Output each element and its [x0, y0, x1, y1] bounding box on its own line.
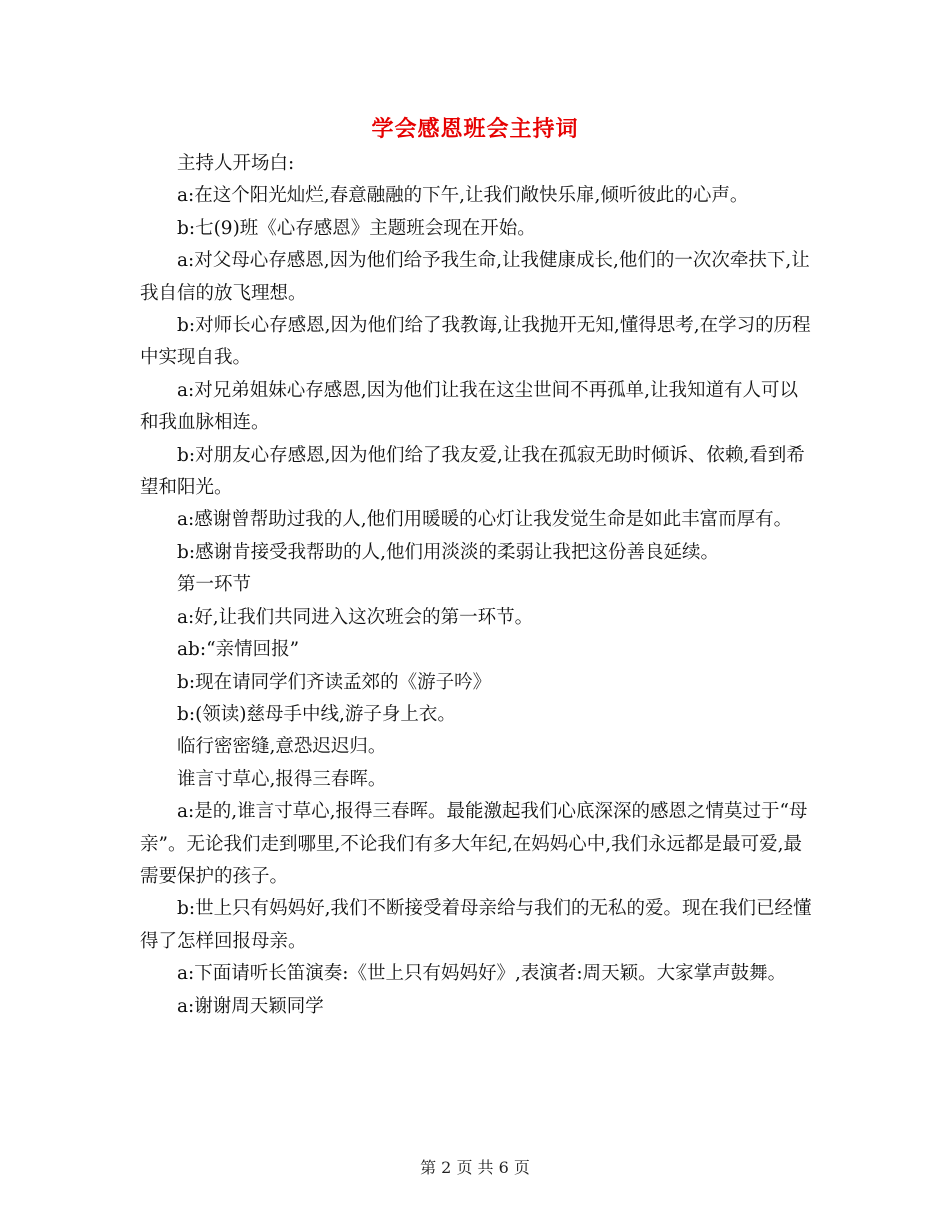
paragraph: b:感谢肯接受我帮助的人,他们用淡淡的柔弱让我把这份善良延续。: [177, 541, 719, 563]
paragraph: a:对父母心存感恩,因为他们给予我生命,让我健康成长,他们的一次次牵扶下,让我自信的放飞理想。: [140, 250, 810, 304]
poem-line: b:(领读)慈母手中线,游子身上衣。: [177, 703, 456, 725]
page-number-footer: 第 2 页 共 6 页: [420, 1158, 530, 1177]
paragraph: a:是的,谁言寸草心,报得三春晖。最能激起我们心底深深的感恩之情莫过于“母亲”。无论我们走到哪里,不论我们有多大年纪,在妈妈心中,我们永远都是最可爱,最需要保护的孩子。: [140, 801, 808, 887]
paragraph: a:谢谢周天颖同学: [177, 995, 324, 1017]
paragraph: b:现在请同学们齐读孟郊的《游子吟》: [177, 671, 492, 693]
paragraph: 主持人开场白:: [177, 153, 295, 174]
document-body: [140, 148, 812, 1023]
section-heading: 第一环节: [177, 574, 252, 596]
paragraph: b:对朋友心存感恩,因为他们给了我友爱,让我在孤寂无助时倾诉、依赖,看到希望和阳光。: [140, 444, 805, 499]
paragraph: a:好,让我们共同进入这次班会的第一环节。: [177, 606, 534, 628]
paragraph: b:世上只有妈妈好,我们不断接受着母亲给与我们的无私的爱。现在我们已经懂得了怎样回报母亲。: [140, 898, 812, 952]
paragraph: a:对兄弟姐妹心存感恩,因为他们让我在这尘世间不再孤单,让我知道有人可以和我血脉相连。: [140, 379, 799, 434]
document-title: 学会感恩班会主持词: [371, 116, 579, 142]
paragraph: a:感谢曾帮助过我的人,他们用暖暖的心灯让我发觉生命是如此丰富而厚有。: [177, 509, 793, 531]
paragraph: b:七(9)班《心存感恩》主题班会现在开始。: [177, 217, 536, 239]
poem-line: 临行密密缝,意恐迟迟归。: [177, 736, 387, 758]
paragraph: b:对师长心存感恩,因为他们给了我教诲,让我抛开无知,懂得思考,在学习的历程中实现自我。: [140, 315, 811, 369]
poem-line: 谁言寸草心,报得三春晖。: [177, 768, 387, 790]
paragraph: ab:“亲情回报”: [177, 639, 300, 661]
paragraph: a:在这个阳光灿烂,春意融融的下午,让我们敞快乐扉,倾听彼此的心声。: [177, 185, 749, 207]
paragraph: a:下面请听长笛演奏:《世上只有妈妈好》,表演者:周天颖。大家掌声鼓舞。: [177, 963, 787, 985]
